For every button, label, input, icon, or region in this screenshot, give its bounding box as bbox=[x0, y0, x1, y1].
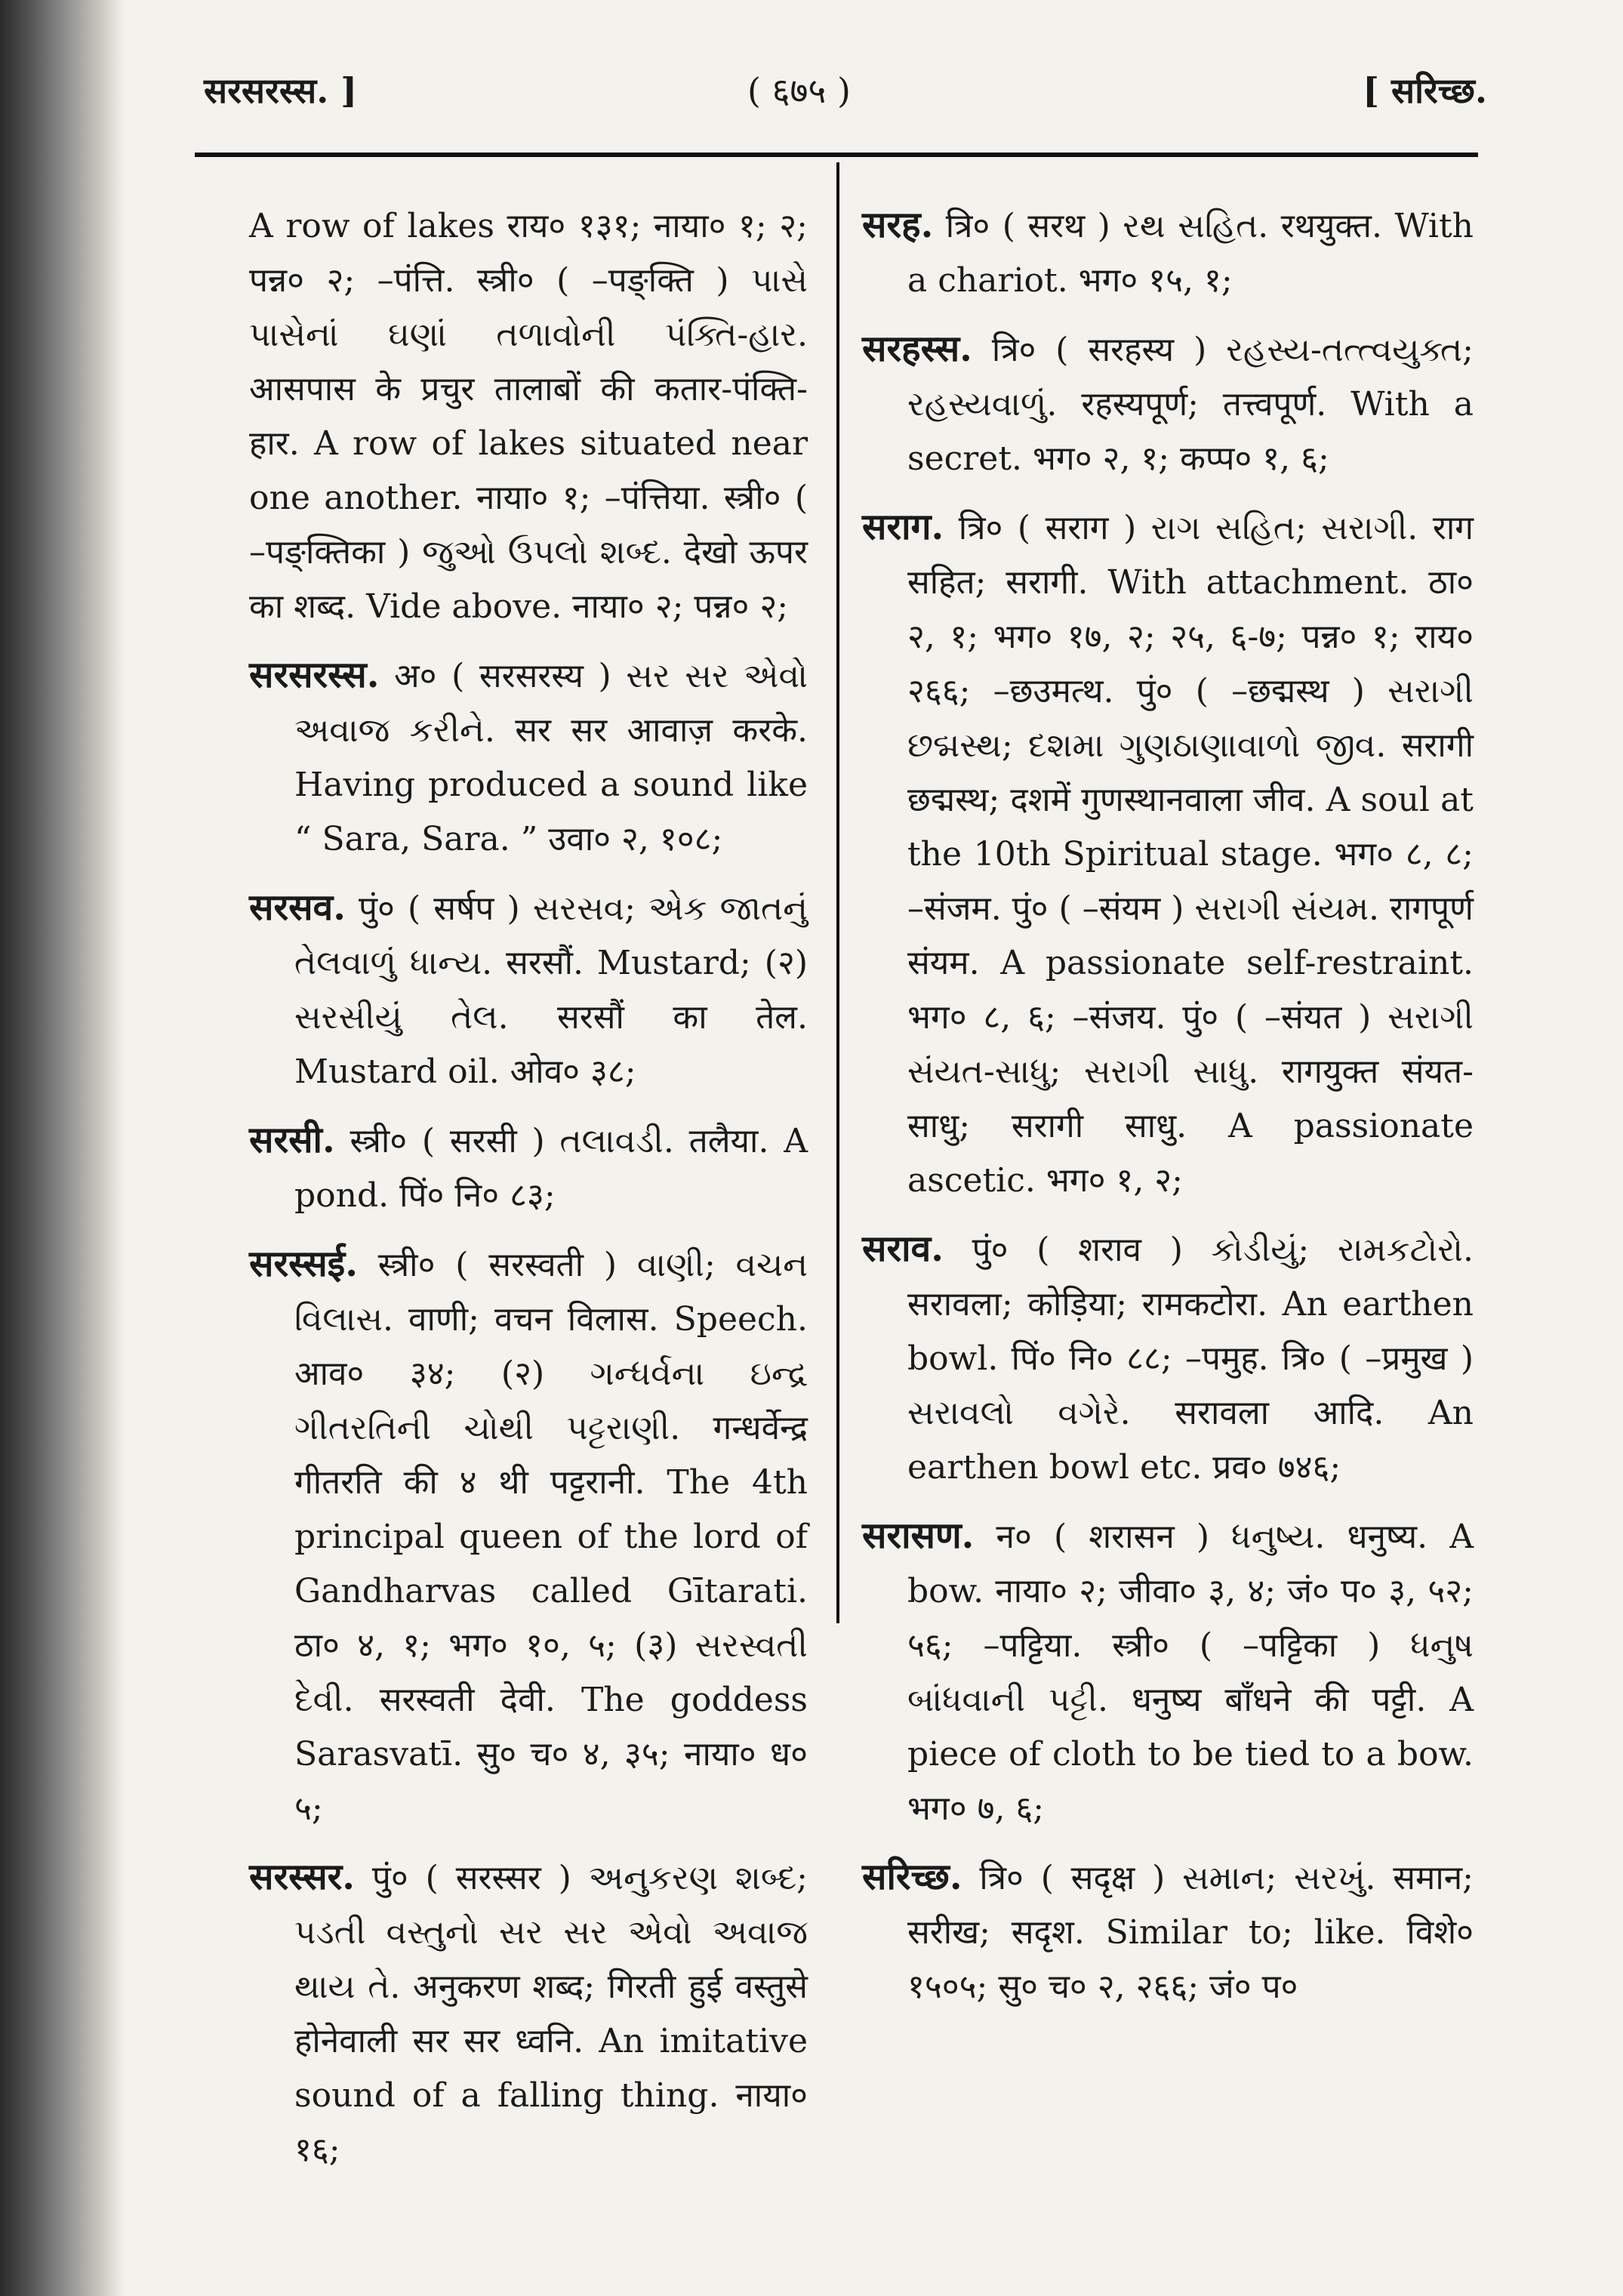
entry-headword: सराग. bbox=[862, 506, 944, 548]
entry-text: त्रि० ( सरहस्य ) રહસ્ય-તત્ત્વયુક્ત; રહસ્યવાળું. रहस्यपूर्ण; तत्त्वपूर्ण. With a secret. भग० २, १; कप्प० १, ६; bbox=[907, 331, 1474, 478]
entry-headword: सरसी. bbox=[249, 1119, 335, 1161]
dictionary-entry bbox=[249, 1237, 808, 1836]
page-number: ( ६७५ ) bbox=[747, 70, 851, 111]
dictionary-entry bbox=[249, 1113, 808, 1223]
entry-text: त्रि० ( सदृक्ष ) સમાન; સરખું. समान; सरीख; सदृश. Similar to; like. विशे० १५०५; सु० च० २, २६६; जं० प० bbox=[907, 1859, 1474, 2006]
left-column bbox=[249, 198, 808, 2191]
dictionary-entry bbox=[862, 1222, 1474, 1495]
dictionary-entry bbox=[249, 1850, 808, 2177]
page-header bbox=[204, 66, 1487, 127]
entry-text: पुं० ( शराव ) કોડીયું; રામકટોરો. सरावला; कोड़िया; रामकटोरा. An earthen bowl. पिं० नि० ८८; –पमुह. त्रि० ( –प्रमुख ) સરાવલો વગેરે. सरावला आदि. An earthen bowl etc. प्रव० ७४६; bbox=[907, 1231, 1474, 1487]
entry-headword: सरासण. bbox=[862, 1515, 975, 1557]
entry-headword: सरसरस्स. bbox=[249, 654, 380, 696]
dictionary-entry bbox=[249, 880, 808, 1099]
entry-headword: सरस्सर. bbox=[249, 1856, 356, 1898]
entry-headword: सराव. bbox=[862, 1228, 944, 1270]
entry-text: स्त्री० ( सरस्वती ) વાણી; વચન વિલાસ. वाणी; वचन विलास. Speech. आव० ३४; (२) ગન્ધર્વના ઇન્દ્ર ગીતરતિની ચોથી પટ્ટરાણી. गन्धर्वेन्द्र गीतरति की ४ थी पट्टरानी. The 4th principal queen of the lord of Gandharvas called Gītarati. ठा० ४, १; भग० १०, ५; (३) સરસ્વતી દેવી. सरस्वती देवी. The goddess Sarasvatī. सु० च० ४, ३५; नाया० ध० ५; bbox=[294, 1246, 808, 1828]
entry-headword: सरहस्स. bbox=[862, 328, 972, 370]
entry-text: पुं० ( सर्षप ) સરસવ; એક જાતનું તેલવાળું ધાન્ય. सरसौं. Mustard; (२) સરસીયું તેલ. सरसौं का तेल. Mustard oil. ओव० ३८; bbox=[294, 889, 808, 1091]
entry-text: त्रि० ( सरथ ) રથ સહિત. रथयुक्त. With a chariot. भग० १५, १; bbox=[907, 207, 1474, 300]
dictionary-entry bbox=[862, 1850, 1474, 2014]
entry-text: अ० ( सरसरस्य ) સર સર એવો અવાજ કરીને. सर सर आवाज़ करके. Having produced a sound like “ Sara, Sara. ” उवा० २, १०८; bbox=[294, 657, 808, 858]
dictionary-entry bbox=[249, 198, 808, 634]
entry-text: A row of lakes राय० १३१; नाया० १; २; पन्न० २; –पंत्ति. स्त्री० ( –पङ्क्ति ) પાસે પાસેનાં ઘણાં તળાવોની પંક્તિ-હાર. आसपास के प्रचुर तालाबों की कतार-पंक्ति-हार. A row of lakes situated near one another. नाया० १; –पंत्तिया. स्त्री० ( –पङ्क्तिका ) જુઓ ઉપલો શબ્દ. देखो ऊपर का शब्द. Vide above. नाया० २; पन्न० २; bbox=[249, 207, 808, 626]
entry-text: पुं० ( सरस्सर ) અનુકરણ શબ્દ; પડતી વસ્તુનો સર સર એવો અવાજ થાય તે. अनुकरण शब्द; गिरती हुई वस्तुसे होनेवाली सर सर ध्वनि. An imitative sound of a falling thing. नाया० १६; bbox=[294, 1859, 808, 2169]
column-divider bbox=[836, 162, 839, 1623]
entry-headword: सरसव. bbox=[249, 886, 346, 929]
dictionary-entry bbox=[862, 500, 1474, 1208]
header-rule bbox=[195, 153, 1478, 157]
header-right-guideword: [ सरिच्छ. bbox=[1363, 70, 1487, 111]
entry-headword: सरह. bbox=[862, 204, 934, 246]
entry-headword: सरस्सई. bbox=[249, 1243, 358, 1285]
dictionary-entry bbox=[862, 1509, 1474, 1836]
dictionary-entry bbox=[862, 198, 1474, 308]
header-left-guideword: सरसरस्स. ] bbox=[204, 70, 358, 111]
entry-text: स्त्री० ( सरसी ) તલાવડી. तलैया. A pond. पिं० नि० ८३; bbox=[294, 1122, 808, 1215]
book-binding-edge bbox=[0, 0, 125, 2296]
entry-text: त्रि० ( सराग ) રાગ સહિત; સરાગી. राग सहित; सरागी. With attachment. ठा० २, १; भग० १७, २; २५, ६-७; पन्न० १; राय० २६६; –छउमत्थ. पुं० ( –छद्मस्थ ) સરાગી છદ્મસ્થ; દશમા ગુણઠાણાવાળો જીવ. सरागी छद्मस्थ; दशमें गुणस्थानवाला जीव. A soul at the 10th Spiritual stage. भग० ८, ८; –संजम. पुं० ( –संयम ) સરાગી સંયમ. रागपूर्ण संयम. A passionate self-restraint. भग० ८, ६; –संजय. पुं० ( –संयत ) સરાગી સંયત-સાધુ; સરાગી સાધુ. रागयुक्त संयत-साधु; सरागी साधु. A passionate ascetic. भग० १, २; bbox=[907, 509, 1474, 1200]
right-column bbox=[862, 198, 1474, 2028]
dictionary-entry bbox=[249, 648, 808, 867]
entry-text: न० ( शरासन ) ધનુષ્ય. धनुष्य. A bow. नाया० २; जीवा० ३, ४; जं० प० ३, ५२; ५६; –पट्टिया. स्त्री० ( –पट्टिका ) ધનુષ બાંધવાની પટ્ટી. धनुष्य बाँधने की पट्टी. A piece of cloth to be tied to a bow. भग० ७, ६; bbox=[907, 1518, 1474, 1828]
dictionary-entry bbox=[862, 322, 1474, 486]
entry-headword: सरिच्छ. bbox=[862, 1856, 962, 1898]
